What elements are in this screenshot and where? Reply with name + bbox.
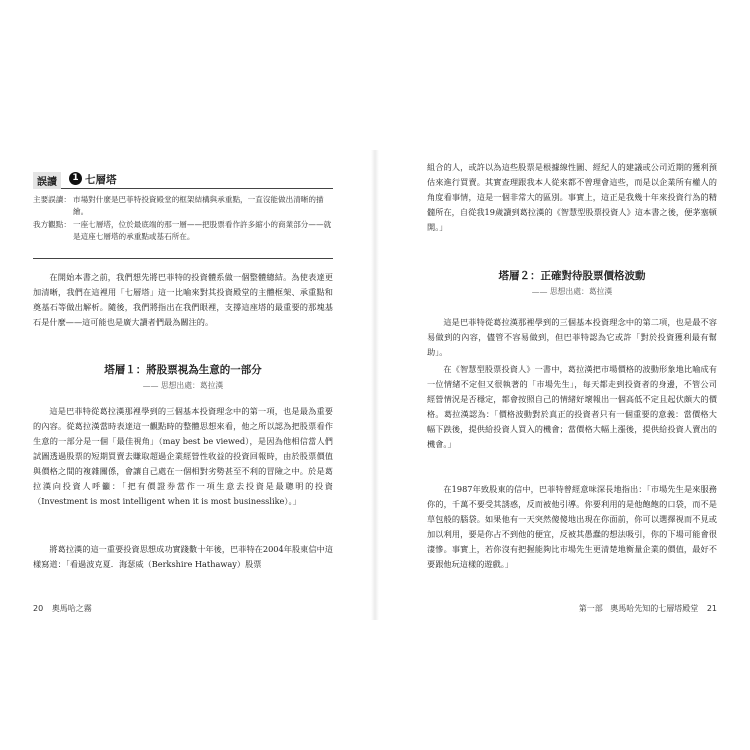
- section-1-heading-block: [33, 362, 333, 391]
- misreading-number-badge: 1: [69, 172, 82, 185]
- section-1-title: 塔層１：將股票視為生意的一部分: [104, 364, 262, 376]
- part-label: 第一部: [578, 604, 603, 613]
- right-page: [375, 0, 750, 750]
- misreading-title: 七層塔: [85, 174, 117, 186]
- row-label: 主要誤讀：: [33, 195, 71, 204]
- page-number: 20: [33, 604, 44, 613]
- section-1-paragraph-1: 這是巴菲特從葛拉漢那裡學到的三個基本投資理念中的第一項，也是最為重要的內容。從葛拉漢當時表達這一觀點時的整體思想來看，他之所以認為把股票看作生意的一部分是一個「最佳視角」（may best be viewed），是因為他相信當人們試圖透過股票的短期買賣去賺取超過企業經營性收益的投資回報時，由於股票價值與價格之間的複雜關係，會讓自己處在一個相對劣勢甚至不利的冒險之中。於是葛拉漢向投資人呼籲：「把有價證券當作一項生意去投資是最聰明的投資（Investment is most intelligent when it is most businesslike）。」: [33, 406, 333, 506]
- row-text: 市場對什麼是巴菲特投資殿堂的框架結構與承重點，一直沒能做出清晰的描繪。: [73, 195, 324, 216]
- page-number: 21: [706, 604, 717, 613]
- section-2-heading-block: [427, 268, 717, 297]
- section-1-paragraph-2: 將葛拉漢的這一重要投資思想成功實踐數十年後，巴菲特在2004年股東信中這樣寫道：「看過波克夏．海瑟威（Berkshire Hathaway）股票: [33, 544, 333, 569]
- intro-paragraph: 在開始本書之前，我們想先將巴菲特的投資體系做一個整體總結。為使表達更加清晰，我們在這裡用「七層塔」這一比喻來對其投資殿堂的主體框架、承重點和奠基石等做出解析。隨後，我們將指出在我們眼裡，支撐這座塔的最重要的那塊基石是什麼——這可能也是廣大讀者們最為關注的。: [33, 272, 333, 327]
- misreading-box-body: [33, 194, 333, 244]
- section-2-paragraph-1: 這是巴菲特從葛拉漢那裡學到的三個基本投資理念中的第二項，也是最不容易做到的內容，儘管不容易做到，但巴菲特認為它或許「對於投資獲利最有幫助」。: [427, 317, 717, 357]
- section-2-paragraph-2: 在《智慧型股票投資人》一書中，葛拉漢把市場價格的波動形象地比喻成有一位情緒不定但又很執著的「市場先生」，每天都走到投資者的身邊，不管公司經營情況是否穩定，都會按照自己的情緒好壞報出一個高低不定且起伏頗大的價格。葛拉漢認為：「價格波動對於真正的投資者只有一個重要的意義：當價格大幅下跌後，提供給投資人買入的機會；當價格大幅上漲後，提供給投資人賣出的機會。」: [427, 364, 717, 449]
- misreading-row-main: [33, 194, 333, 218]
- continued-paragraph: 組合的人，或許以為這些股票是根據線性圖、經紀人的建議或公司近期的獲利預估來進行買賣。其實查理跟我本人從來都不曾理會這些，而是以企業所有權人的角度看事情，這是一個非常大的區別。事實上，這正是我幾十年來投資行為的精髓所在，自從我19歲讀到葛拉漢的《智慧型股票投資人》這本書之後，便茅塞頓開。」: [427, 162, 717, 232]
- right-footer: [579, 603, 717, 614]
- running-title: 奧馬哈之霧: [51, 604, 92, 613]
- row-text: 一座七層塔，位於最底端的那一層——把股票看作許多縮小的商業部分——就是這座七層塔的承重點或基石所在。: [73, 220, 332, 241]
- misreading-tag: 誤讀: [33, 172, 61, 189]
- misreading-row-view: [33, 219, 333, 243]
- left-footer: [33, 603, 92, 614]
- section-2-title: 塔層２：正確對待股票價格波動: [498, 270, 646, 282]
- section-2-paragraph-3: 在1987年致股東的信中，巴菲特曾經意味深長地指出：「市場先生是來服務你的，千萬不要受其誘惑，反而被他引導。你要利用的是他飽飽的口袋，而不是草包般的腦袋。如果他有一天突然傻傻地出現在你面前，你可以選擇視而不見或加以利用，要是你占不到他的便宜，反被其愚蠢的想法吸引，你的下場可能會很淒慘。事實上，若你沒有把握能夠比市場先生更清楚地衡量企業的價值，最好不要跟他玩這樣的遊戲。」: [427, 484, 717, 569]
- misreading-box-header: [33, 172, 333, 189]
- section-1-source: —— 思想出處：葛拉漢: [142, 381, 224, 390]
- running-title: 奧馬哈先知的七層塔殿堂: [610, 604, 699, 613]
- misreading-box-divider: [33, 258, 333, 259]
- section-2-source: —— 思想出處：葛拉漢: [531, 287, 613, 296]
- row-label: 我方觀點：: [33, 220, 71, 229]
